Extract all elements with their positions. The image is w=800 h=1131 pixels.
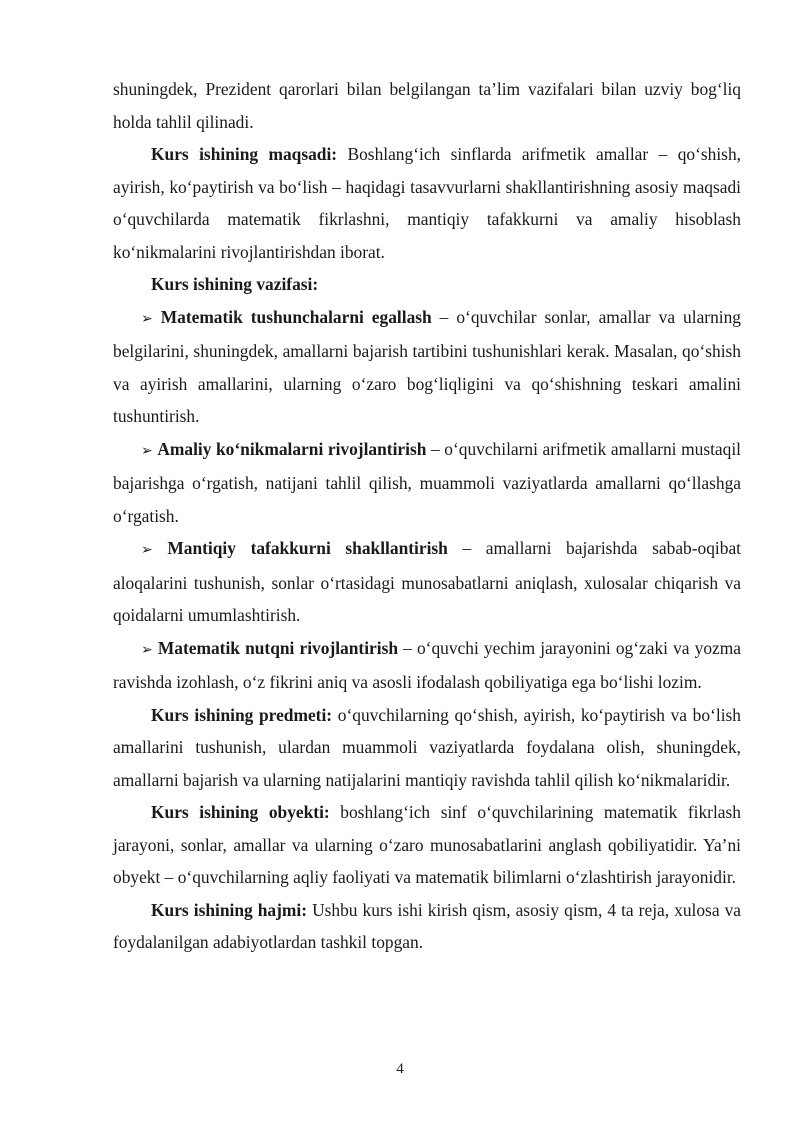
paragraph-subject xyxy=(113,699,741,797)
bullet-item xyxy=(113,433,741,533)
page-number: 4 xyxy=(396,1061,404,1077)
volume-label: Kurs ishining hajmi: xyxy=(151,899,308,920)
tasks-label: Kurs ishining vazifasi: xyxy=(151,274,319,294)
page-body xyxy=(113,73,741,959)
bullet-item xyxy=(113,532,741,632)
bullet-label: Mantiqiy tafakkurni shakllantirish xyxy=(167,538,448,558)
arrow-bullet-icon: ➢ xyxy=(141,442,153,459)
bullet-item xyxy=(113,632,741,699)
paragraph-object xyxy=(113,796,741,894)
paragraph-volume xyxy=(113,894,741,959)
subject-label: Kurs ishining predmeti: xyxy=(151,704,333,725)
bullet-label: Matematik tushunchalarni egallash xyxy=(160,306,432,327)
bullet-text: – o‘quvchilar sonlar, amallar va ularning belgilarini, shuningdek, amallarni bajarish tartibini tushunishlari kerak. Masalan, qo‘shish va ayirish amallarini, ularning o‘zaro bog‘liqligini va qo‘shishning teskari amalini tushuntirish. xyxy=(113,306,741,426)
bullet-label: Amaliy ko‘nikmalarni rivojlantirish xyxy=(157,438,427,459)
bullet-text: – amallarni bajarishda sabab-oqibat aloqalarini tushunish, sonlar o‘rtasidagi munosabatlarni aniqlash, xulosalar chiqarish va qoidalarni umumlashtirish. xyxy=(113,538,741,625)
bullet-text: – o‘quvchi yechim jarayonini og‘zaki va yozma ravishda izohlash, o‘z fikrini aniq va asosli ifodalash qobiliyatiga ega bo‘lishi lozim. xyxy=(113,637,741,692)
paragraph-tasks-heading xyxy=(113,268,741,301)
bullet-text: – o‘quvchilarni arifmetik amallarni mustaqil bajarishga o‘rgatish, natijani tahlil qilish, muammoli vaziyatlarda amallarni qo‘llashga o‘rgatish. xyxy=(113,438,741,526)
arrow-bullet-icon: ➢ xyxy=(141,310,153,327)
arrow-bullet-icon: ➢ xyxy=(141,641,153,658)
arrow-bullet-icon: ➢ xyxy=(141,542,153,558)
object-label: Kurs ishining obyekti: xyxy=(151,802,330,822)
bullet-label: Matematik nutqni rivojlantirish xyxy=(157,637,399,658)
paragraph-continuation: shuningdek, Prezident qarorlari bilan belgilangan ta’lim vazifalari bilan uzviy bog‘liq holda tahlil qilinadi. xyxy=(113,79,741,132)
subject-text: o‘quvchilarning qo‘shish, ayirish, ko‘paytirish va bo‘lish amallarini tushunish, ulardan muammoli vaziyatlarda foydalana olish, shuningdek, amallarni bajarish va ularning natijalarini mantiqiy ravishda tahlil qilish ko‘nikmalaridir. xyxy=(113,704,741,790)
goal-label: Kurs ishining maqsadi: xyxy=(151,144,338,164)
paragraph-goal xyxy=(113,138,741,268)
object-text: boshlang‘ich sinf o‘quvchilarining matematik fikrlash jarayoni, sonlar, amallar va ularning o‘zaro munosabatlarini anglash qobiliyatidir. Ya’ni obyekt – o‘quvchilarning aqliy faoliyati va matematik bilimlarni o‘zlashtirish jarayonidir. xyxy=(113,802,741,887)
goal-text: Boshlang‘ich sinflarda arifmetik amallar – qo‘shish, ayirish, ko‘paytirish va bo‘lish – haqidagi tasavvurlarni shakllantirishning asosiy maqsadi o‘quvchilarda matematik fikrlashni, mantiqiy tafakkurni va amaliy hisoblash ko‘nikmalarini rivojlantirishdan iborat. xyxy=(113,144,741,262)
bullet-item xyxy=(113,301,741,433)
volume-text: Ushbu kurs ishi kirish qism, asosiy qism, 4 ta reja, xulosa va foydalanilgan adabiyotlardan tashkil topgan. xyxy=(113,899,742,952)
